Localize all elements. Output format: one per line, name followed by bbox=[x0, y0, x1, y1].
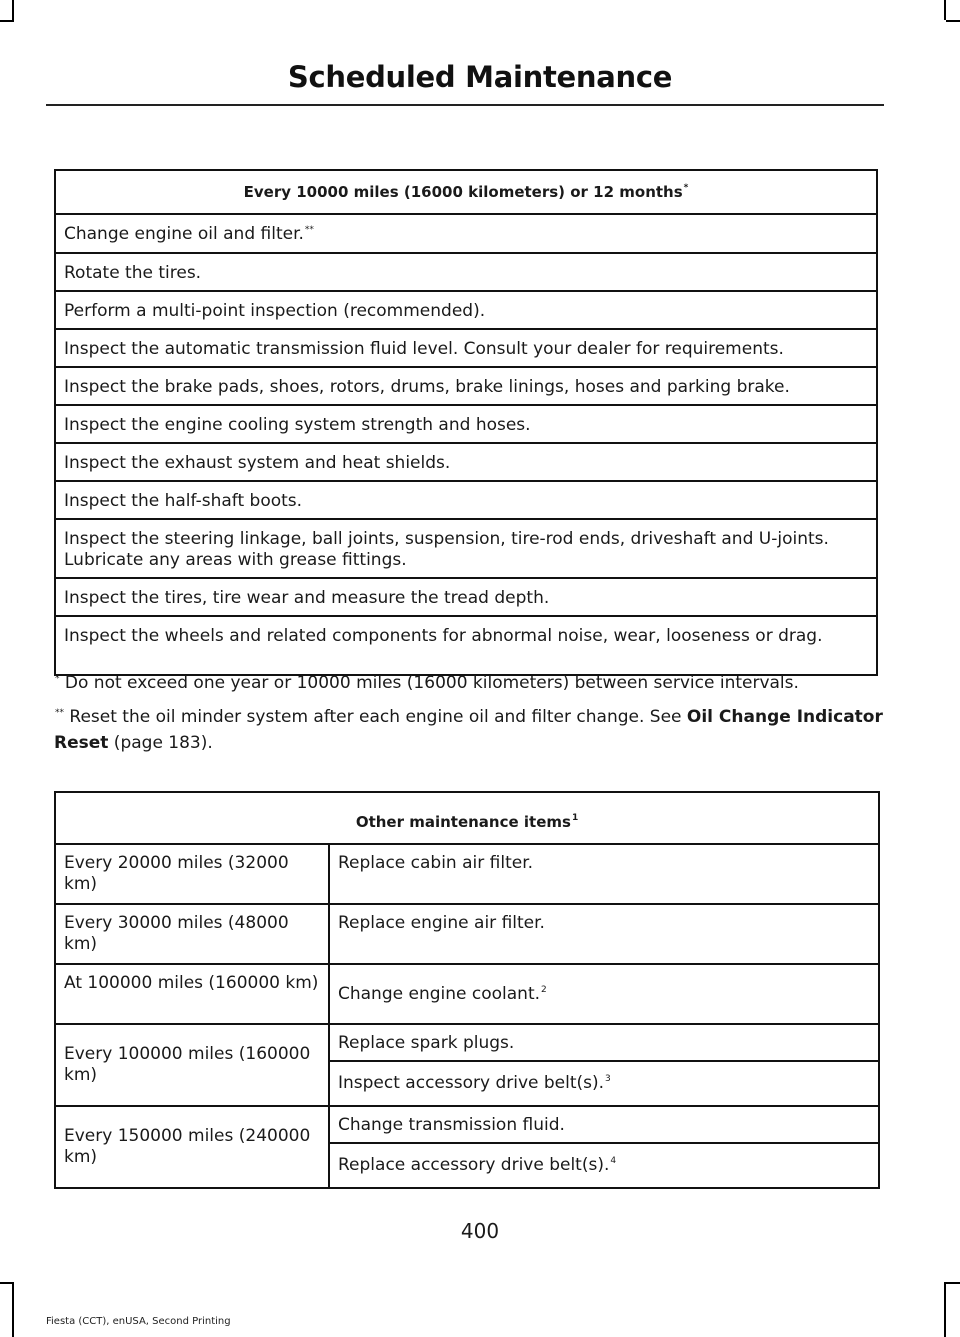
footnote-marker: 4 bbox=[610, 1156, 617, 1166]
interval-cell: Every 20000 miles (32000 km) bbox=[55, 844, 329, 904]
footnote-text: Reset the oil minder system after each engine oil and filter change. See bbox=[69, 707, 687, 727]
footnote-text: Do not exceed one year or 10000 miles (16000 kilometers) between service intervals. bbox=[64, 673, 799, 693]
footnote-marker: 2 bbox=[541, 984, 547, 995]
item-text: Inspect the steering linkage, ball joints, suspension, tire-rod ends, driveshaft and U-joints. Lubricate any areas with grease fittings. bbox=[64, 529, 829, 570]
interval-cell: Every 30000 miles (48000 km) bbox=[55, 904, 329, 964]
item-text: Inspect the tires, tire wear and measure the tread depth. bbox=[64, 588, 550, 608]
item-text: Change transmission fluid. bbox=[338, 1115, 565, 1135]
table-header-row bbox=[55, 170, 877, 214]
table-row bbox=[55, 367, 877, 405]
item-text: Perform a multi-point inspection (recommended). bbox=[64, 301, 486, 321]
item-cell bbox=[329, 904, 879, 964]
page-number: 400 bbox=[460, 1219, 500, 1243]
item-text: Inspect the exhaust system and heat shields. bbox=[64, 453, 451, 473]
footnote-marker: * bbox=[55, 674, 60, 684]
item-text: Inspect accessory drive belt(s). bbox=[338, 1073, 605, 1093]
table-cell bbox=[55, 214, 877, 253]
crop-mark bbox=[12, 1282, 14, 1337]
page-title: Scheduled Maintenance bbox=[287, 60, 673, 94]
table-header-text: Other maintenance items bbox=[355, 812, 571, 831]
table-cell bbox=[55, 481, 877, 519]
crop-mark bbox=[944, 1282, 946, 1337]
table-row bbox=[55, 329, 877, 367]
crop-mark bbox=[0, 1282, 14, 1284]
item-text: Replace engine air filter. bbox=[338, 913, 545, 933]
interval-cell: Every 100000 miles (160000 km) bbox=[55, 1024, 329, 1106]
item-text: Inspect the half-shaft boots. bbox=[64, 491, 303, 511]
table-row bbox=[55, 1106, 879, 1143]
item-text: Inspect the automatic transmission fluid level. Consult your dealer for requirements. bbox=[64, 339, 784, 359]
table-row bbox=[55, 578, 877, 616]
table-row bbox=[55, 214, 877, 253]
item-cell bbox=[329, 1143, 879, 1188]
footnote bbox=[54, 670, 884, 696]
footnote-marker: 3 bbox=[605, 1074, 611, 1084]
table-row bbox=[55, 519, 877, 578]
table-cell bbox=[55, 253, 877, 291]
table-cell bbox=[55, 291, 877, 329]
crop-mark bbox=[12, 0, 14, 20]
item-text: Change engine oil and filter. bbox=[64, 224, 304, 244]
table-row bbox=[55, 616, 877, 675]
footnote-marker: ** bbox=[304, 225, 314, 235]
table-row bbox=[55, 405, 877, 443]
maintenance-table-10000 bbox=[54, 169, 878, 676]
item-cell bbox=[329, 844, 879, 904]
table-header-cell bbox=[55, 792, 879, 844]
footer-text: Fiesta (CCT), enUSA, Second Printing bbox=[46, 1316, 231, 1327]
table-row bbox=[55, 291, 877, 329]
table-row bbox=[55, 253, 877, 291]
table-cell bbox=[55, 443, 877, 481]
footnotes bbox=[54, 670, 884, 764]
item-text: Inspect the wheels and related components for abnormal noise, wear, looseness or drag. bbox=[64, 626, 823, 646]
item-cell bbox=[329, 964, 879, 1024]
item-text: Inspect the engine cooling system strength and hoses. bbox=[64, 415, 531, 435]
item-text: Rotate the tires. bbox=[64, 263, 202, 283]
item-text: Replace cabin air filter. bbox=[338, 853, 534, 873]
footnote-marker: ** bbox=[55, 708, 64, 718]
table-header-cell bbox=[55, 170, 877, 214]
crop-mark bbox=[946, 1282, 960, 1284]
table-header-text: Every 10000 miles (16000 kilometers) or 12 months bbox=[243, 182, 683, 201]
other-maintenance-table bbox=[54, 791, 880, 1189]
table-row bbox=[55, 844, 879, 904]
item-text: Inspect the brake pads, shoes, rotors, drums, brake linings, hoses and parking brake. bbox=[64, 377, 790, 397]
item-text: Replace accessory drive belt(s). bbox=[338, 1155, 610, 1175]
table-row bbox=[55, 481, 877, 519]
footnote bbox=[54, 704, 884, 756]
footnote-marker: 1 bbox=[571, 812, 579, 823]
table-row bbox=[55, 443, 877, 481]
header-divider bbox=[46, 104, 884, 106]
table-cell bbox=[55, 578, 877, 616]
table-cell bbox=[55, 616, 877, 675]
footnote-marker: * bbox=[683, 182, 689, 193]
table-cell bbox=[55, 329, 877, 367]
interval-cell: At 100000 miles (160000 km) bbox=[55, 964, 329, 1024]
table-cell bbox=[55, 405, 877, 443]
footnote-text: (page 183). bbox=[108, 733, 213, 753]
crop-mark bbox=[944, 0, 946, 20]
cross-reference-link[interactable]: Oil Change Indicator Reset bbox=[54, 707, 883, 753]
item-text: Replace spark plugs. bbox=[338, 1033, 515, 1053]
table-row bbox=[55, 964, 879, 1024]
item-text: Change engine coolant. bbox=[338, 983, 541, 1004]
table-header-row bbox=[55, 792, 879, 844]
item-cell bbox=[329, 1106, 879, 1143]
table-row bbox=[55, 1024, 879, 1061]
crop-mark bbox=[946, 20, 960, 22]
interval-cell: Every 150000 miles (240000 km) bbox=[55, 1106, 329, 1188]
table-cell bbox=[55, 519, 877, 578]
item-cell bbox=[329, 1061, 879, 1106]
table-row bbox=[55, 904, 879, 964]
crop-mark bbox=[0, 20, 14, 22]
item-cell bbox=[329, 1024, 879, 1061]
table-cell bbox=[55, 367, 877, 405]
